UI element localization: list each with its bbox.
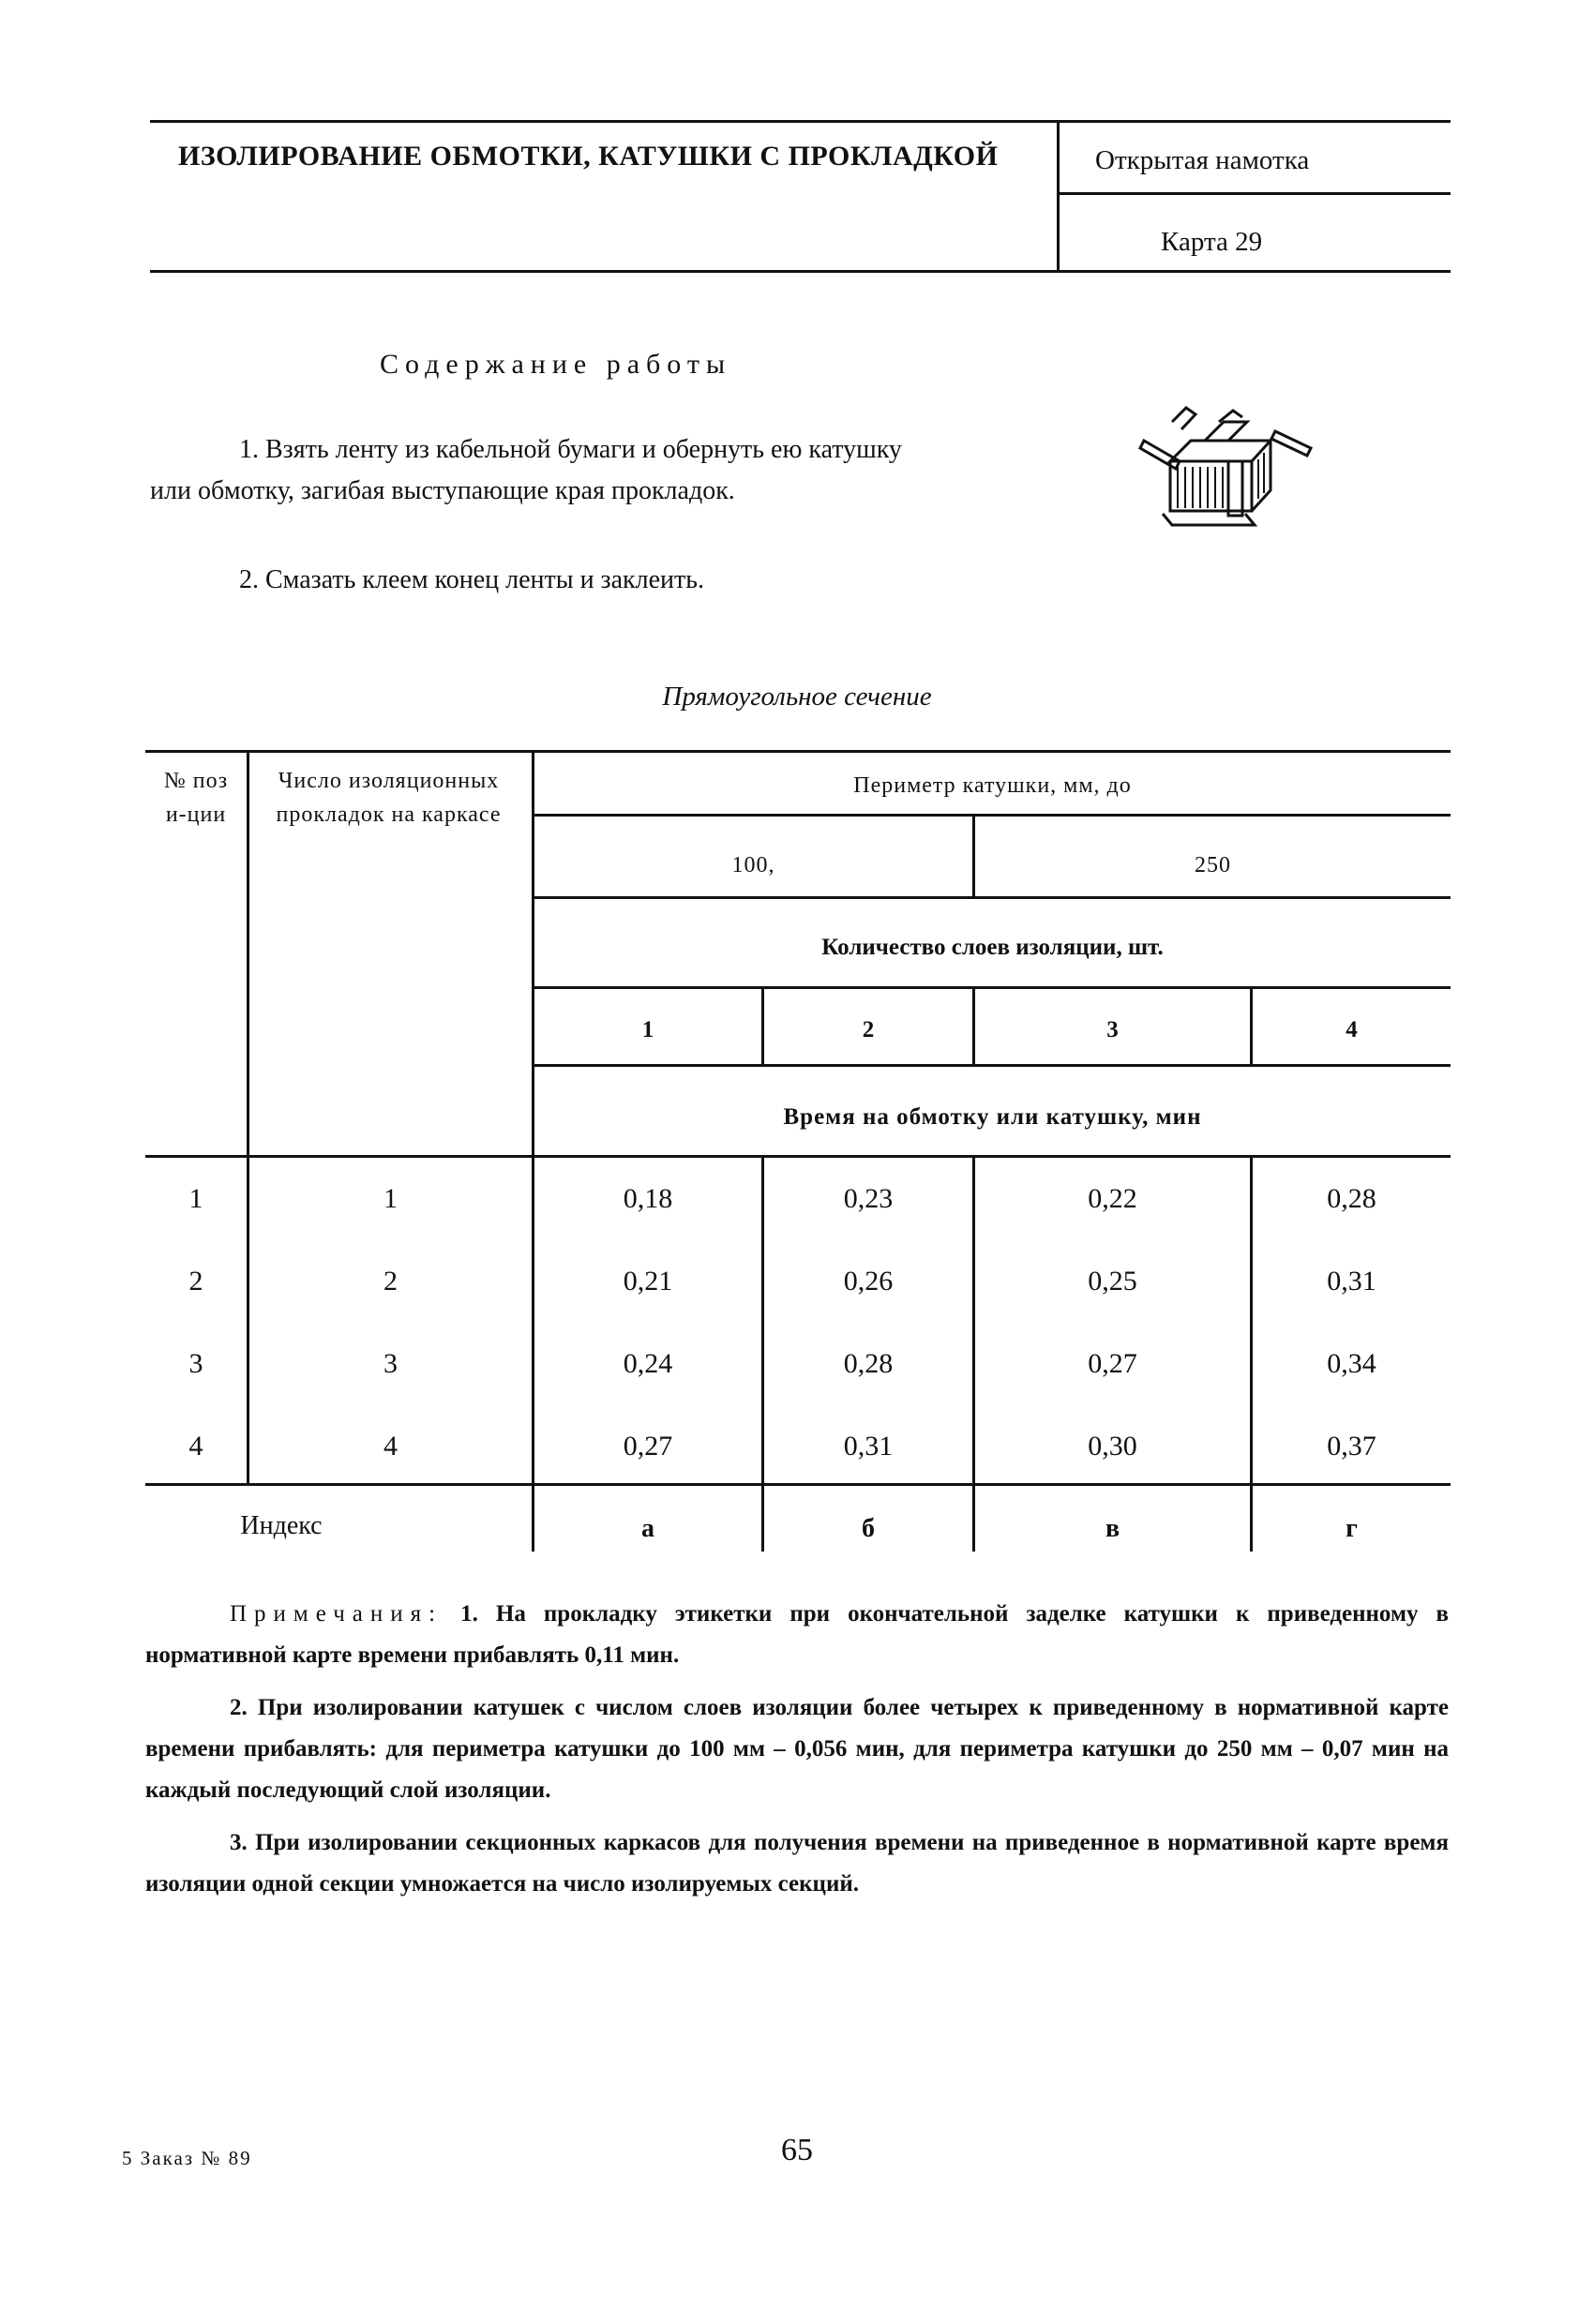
- index-value: б: [862, 1514, 875, 1543]
- layers-header: Количество слоев изоляции, шт.: [821, 935, 1164, 960]
- table-cell-time: 0,21: [623, 1266, 673, 1297]
- perimeter-value-100: 100,: [731, 853, 775, 877]
- table-cell-time: 0,25: [1088, 1266, 1137, 1297]
- page-number: 65: [781, 2133, 813, 2167]
- table-caption: Прямоугольное сечение: [662, 682, 932, 712]
- layer-value: 2: [862, 1017, 875, 1042]
- table-cell-time: 0,34: [1327, 1348, 1376, 1379]
- notes-label: Примечания:: [230, 1601, 444, 1627]
- perimeter-header: Периметр катушки, мм, до: [853, 773, 1132, 798]
- header-divider: [1057, 120, 1060, 273]
- order-number: 5 Заказ № 89: [122, 2147, 252, 2169]
- table-cell-position: 3: [188, 1348, 203, 1379]
- index-value: г: [1346, 1514, 1358, 1543]
- card-number: Карта 29: [1161, 227, 1263, 257]
- position-column-header-text: № пози-ции: [163, 769, 229, 827]
- index-label: Индекс: [240, 1511, 323, 1540]
- table-rule-body-bottom: [145, 1483, 1451, 1486]
- table-cell-time: 0,27: [1088, 1348, 1137, 1379]
- table-rule-header-bottom: [145, 1155, 1451, 1158]
- table-cell-time: 0,31: [843, 1431, 894, 1462]
- table-cell-time: 0,28: [1327, 1183, 1376, 1214]
- perimeter-value-250: 250: [1195, 853, 1231, 877]
- table-rule-perimeter: [534, 814, 1451, 817]
- winding-type: Открытая намотка: [1095, 145, 1310, 175]
- header-inner-rule: [1057, 192, 1451, 195]
- content-heading: Содержание работы: [380, 349, 732, 380]
- layer-value: 1: [641, 1017, 654, 1042]
- table-cell-time: 0,24: [623, 1348, 673, 1379]
- position-column-header: [145, 764, 247, 832]
- coil-illustration-icon: [1135, 394, 1322, 544]
- count-column-header: Число изоляционных прокладок на каркасе: [276, 769, 502, 827]
- header-top-rule: [150, 120, 1451, 123]
- table-cell-time: 0,30: [1088, 1431, 1137, 1462]
- table-cell-time: 0,22: [1088, 1183, 1137, 1214]
- note-1: [145, 1594, 1449, 1676]
- table-cell-time: 0,18: [623, 1183, 673, 1214]
- table-rule-layers: [534, 986, 1451, 989]
- time-header: Время на обмотку или катушку, мин: [783, 1104, 1202, 1130]
- table-cell-count: 3: [383, 1348, 398, 1379]
- note-1-text: 1. На прокладку этикетки при окончательной заделке катушки к приведенному в нормативной карте времени прибавлять 0,11 мин.: [145, 1601, 1449, 1668]
- table-cell-count: 4: [383, 1431, 398, 1462]
- table-cell-count: 1: [383, 1183, 398, 1214]
- table-cell-time: 0,37: [1327, 1431, 1376, 1462]
- step-2: 2. Смазать клеем конец ленты и заклеить.: [239, 565, 705, 594]
- step-1: 1. Взять ленту из кабельной бумаги и обернуть ею катушку или обмотку, загибая выступающие края прокладок.: [150, 435, 902, 505]
- table-cell-position: 4: [188, 1431, 203, 1462]
- table-cell-time: 0,31: [1327, 1266, 1376, 1297]
- notes: [145, 1594, 1449, 1916]
- table-rule-perimeter-values: [534, 896, 1451, 899]
- header-bottom-rule: [150, 270, 1451, 273]
- index-value: а: [641, 1514, 654, 1543]
- note-3: 3. При изолировании секционных каркасов для получения времени на приведенное в нормативной карте время изоляции одной секции умножается на число изолируемых секций.: [145, 1830, 1449, 1897]
- table-cell-position: 2: [188, 1266, 203, 1297]
- table-cell-count: 2: [383, 1266, 398, 1297]
- note-2: 2. При изолировании катушек с числом слоев изоляции более четырех к приведенному в нормативной карте времени прибавлять: для периметра катушки до 100 мм – 0,056 мин, для периметра катушки до 250 мм – 0,07 мин на каждый последующий слой изоляции.: [145, 1695, 1449, 1803]
- page-title: ИЗОЛИРОВАНИЕ ОБМОТКИ, КАТУШКИ С ПРОКЛАДКОЙ: [178, 141, 999, 172]
- table-cell-time: 0,23: [843, 1183, 894, 1214]
- layer-value: 3: [1106, 1017, 1119, 1042]
- table-cell-time: 0,28: [843, 1348, 894, 1379]
- layer-value: 4: [1346, 1017, 1358, 1042]
- table-cell-position: 1: [188, 1183, 203, 1214]
- table-top-rule: [145, 750, 1451, 753]
- index-value: в: [1105, 1514, 1120, 1543]
- table-rule-layer-values: [534, 1064, 1451, 1067]
- table-cell-time: 0,27: [623, 1431, 673, 1462]
- table-cell-time: 0,26: [843, 1266, 894, 1297]
